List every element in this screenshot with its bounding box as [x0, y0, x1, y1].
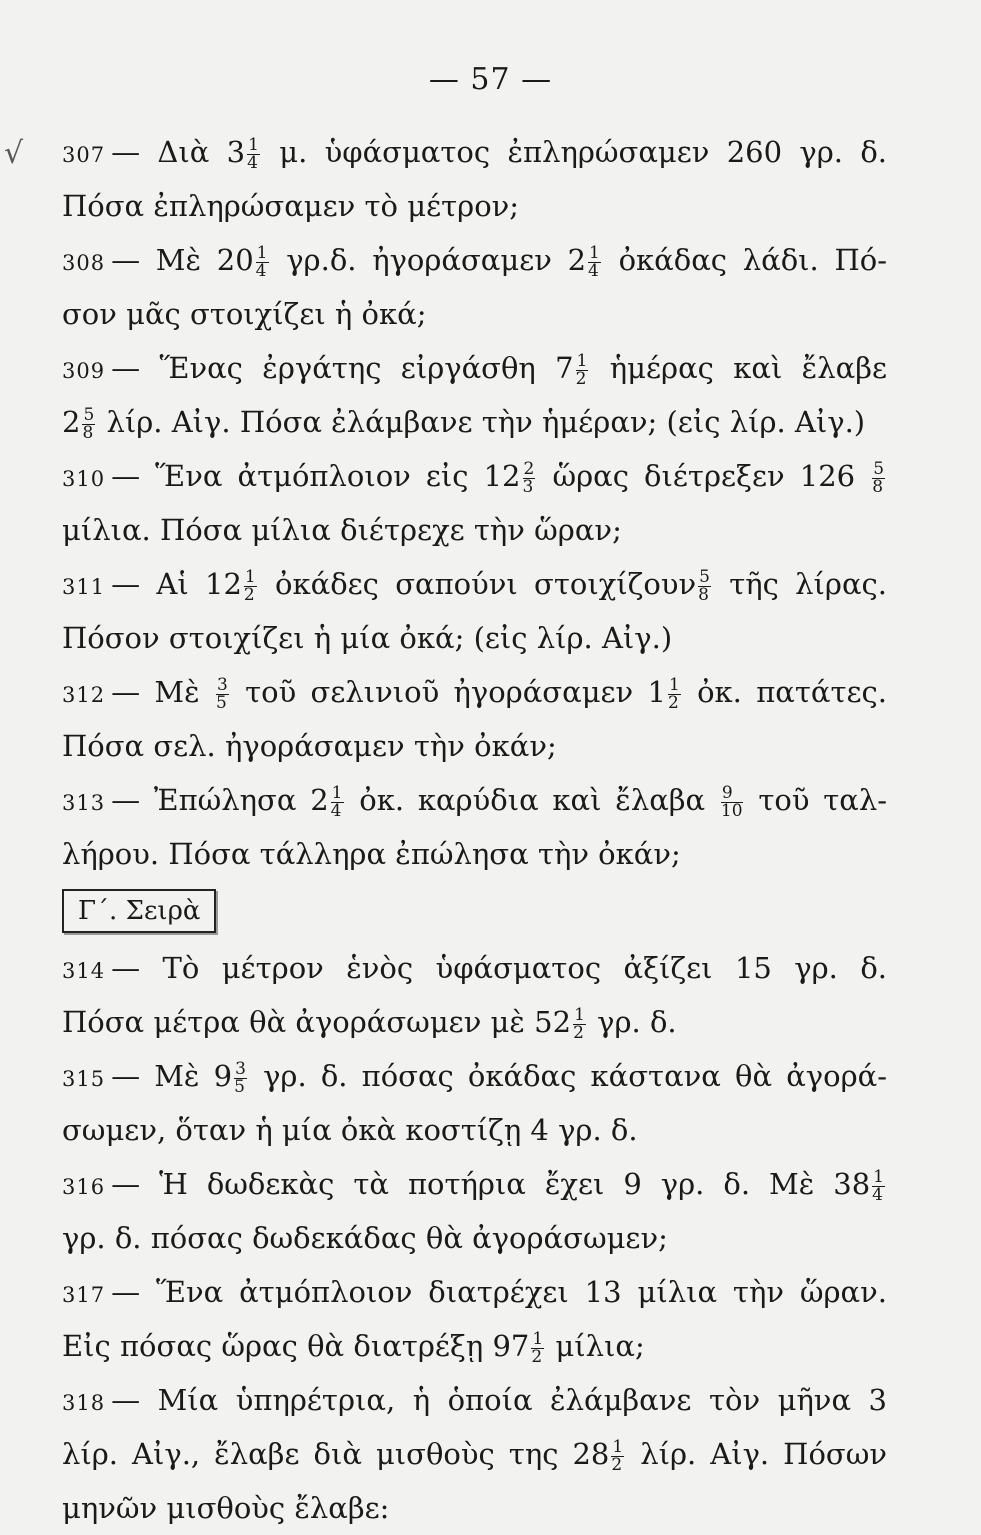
problem-number: 309 [62, 359, 106, 383]
fraction: $\frac{2}{3}$ [522, 458, 535, 497]
text: — Αἱ 12 [111, 567, 242, 601]
text: Πόσα μέτρα θὰ ἀγοράσωμεν μὲ 52 [62, 1005, 572, 1039]
text: ὀκ. πατάτες. [697, 675, 887, 709]
problem-311-line-1 [62, 557, 887, 611]
fraction: $\frac{3}{5}$ [234, 1058, 246, 1097]
fraction: $\frac{1}{4}$ [255, 242, 268, 281]
problem-number: 311 [62, 575, 106, 599]
problem-309-line-1 [62, 341, 887, 395]
text: λίρ. Αἰγ. Πόσων [640, 1437, 887, 1471]
text: — Ἕνα ἀτμόπλοιον διατρέχει 13 μίλια τὴν ὥραν. [111, 1275, 887, 1309]
fraction: $\frac{3}{5}$ [215, 674, 228, 713]
problem-318-line-3: μηνῶν μισθοὺς ἔλαβε: [62, 1491, 390, 1525]
text: — Μὲ [111, 675, 200, 709]
problem-308-line-1 [62, 233, 887, 287]
problem-number: 312 [62, 683, 106, 707]
problem-number: 314 [62, 959, 106, 983]
text: — Τὸ μέτρον ἑνὸς ὑφάσματος ἀξίζει 15 γρ. δ. [111, 951, 887, 985]
problem-number: 308 [62, 251, 106, 275]
text: ὥρας διέτρεξεν 126 [552, 459, 856, 493]
fraction: $\frac{1}{4}$ [247, 134, 259, 173]
text: — Ἕνα ἀτμόπλοιον εἰς 12 [111, 459, 521, 493]
text: — Ἕνας ἐργάτης εἰργάσθη 7 [111, 351, 574, 385]
problem-313-line-2: λήρου. Πόσα τάλληρα ἐπώλησα τὴν ὀκάν; [62, 837, 681, 871]
text: — Διὰ 3 [111, 135, 246, 169]
text: ἡμέρας καὶ ἔλαβε [609, 351, 887, 385]
text: γρ.δ. ἠγοράσαμεν 2 [286, 243, 587, 277]
problem-number: 315 [62, 1067, 106, 1091]
fraction: $\frac{1}{2}$ [611, 1436, 624, 1475]
problem-number: 318 [62, 1391, 106, 1415]
fraction: $\frac{1}{2}$ [573, 1004, 585, 1043]
fraction: $\frac{5}{8}$ [698, 566, 710, 605]
fraction: $\frac{1}{2}$ [243, 566, 256, 605]
problem-number: 310 [62, 467, 106, 491]
text: — Μὲ 9 [111, 1059, 233, 1093]
problem-308-line-2: σον μᾶς στοιχίζει ἡ ὀκά; [62, 297, 427, 331]
section-heading-row [62, 881, 887, 941]
problem-number: 307 [62, 143, 106, 167]
text: λίρ. Αἰγ., ἔλαβε διὰ μισθοὺς της 28 [62, 1437, 610, 1471]
fraction: $\frac{1}{4}$ [588, 242, 600, 281]
text: — Μὲ 20 [111, 243, 254, 277]
check-mark-icon: √ [4, 136, 24, 171]
problem-number: 317 [62, 1283, 106, 1307]
problem-310-line-2: μίλια. Πόσα μίλια διέτρεχε τὴν ὥραν; [62, 513, 622, 547]
text: γρ. δ. [597, 1005, 677, 1039]
text: τῆς λίρας. [729, 567, 888, 601]
text: μίλια; [555, 1329, 645, 1363]
problem-313-line-1 [62, 773, 887, 827]
text: γρ. δ. πόσας ὀκάδας κάστανα θὰ ἀγορά- [263, 1059, 888, 1093]
fraction: $\frac{9}{10}$ [720, 782, 743, 821]
problem-309-line-2 [62, 395, 887, 449]
problem-317-line-2 [62, 1319, 887, 1373]
problem-310-line-1 [62, 449, 887, 503]
text: τοῦ σελινιοῦ ἠγοράσαμεν 1 [245, 675, 666, 709]
problem-311-line-2: Πόσον στοιχίζει ἡ μία ὀκά; (εἰς λίρ. Αἰγ.) [62, 621, 673, 655]
problem-312-line-1 [62, 665, 887, 719]
problem-314-line-1 [62, 941, 887, 995]
text: τοῦ ταλ- [758, 783, 888, 817]
problem-307-line-2: Πόσα ἐπληρώσαμεν τὸ μέτρον; [62, 189, 520, 223]
text: μ. ὑφάσματος ἐπληρώσαμεν 260 γρ. δ. [279, 135, 887, 169]
text: ὀκάδας λάδι. Πό- [618, 243, 888, 277]
problem-317-line-1 [62, 1265, 887, 1319]
text: 2 [62, 405, 81, 439]
text: — Μία ὑπηρέτρια, ἡ ὁποία ἐλάμβανε τὸν μῆνα 3 [111, 1383, 887, 1417]
problem-number: 313 [62, 791, 106, 815]
fraction: $\frac{1}{2}$ [531, 1328, 544, 1367]
fraction: $\frac{5}{8}$ [82, 404, 95, 443]
page-number: — 57 — [428, 62, 553, 97]
problem-315-line-1 [62, 1049, 887, 1103]
problem-318-line-1 [62, 1373, 887, 1427]
fraction: $\frac{1}{2}$ [575, 350, 588, 389]
problem-312-line-2: Πόσα σελ. ἠγοράσαμεν τὴν ὀκάν; [62, 729, 557, 763]
fraction: $\frac{1}{2}$ [667, 674, 680, 713]
section-heading: Γ΄. Σειρὰ [62, 889, 216, 933]
text: ὀκάδες σαπούνι στοιχίζουν [275, 567, 697, 601]
text: Εἰς πόσας ὥρας θὰ διατρέξῃ 97 [62, 1329, 530, 1363]
problem-318-line-2 [62, 1427, 887, 1481]
problem-307-line-1 [4, 125, 887, 179]
fraction: $\frac{5}{8}$ [872, 458, 885, 497]
text: λίρ. Αἰγ. Πόσα ἐλάμβανε τὴν ἡμέραν; (εἰς λίρ. Αἰγ.) [106, 405, 866, 439]
text: — Ἡ δωδεκὰς τὰ ποτήρια ἔχει 9 γρ. δ. Μὲ 38 [111, 1167, 871, 1201]
problem-315-line-2: σωμεν, ὅταν ἡ μία ὀκὰ κοστίζῃ 4 γρ. δ. [62, 1113, 638, 1147]
problem-number: 316 [62, 1175, 106, 1199]
text: ὀκ. καρύδια καὶ ἔλαβα [359, 783, 706, 817]
fraction: $\frac{1}{4}$ [330, 782, 343, 821]
fraction: $\frac{1}{4}$ [872, 1166, 884, 1205]
problem-314-line-2 [62, 995, 887, 1049]
problem-316-line-1 [62, 1157, 887, 1211]
problem-316-line-2: γρ. δ. πόσας δωδεκάδας θὰ ἀγοράσωμεν; [62, 1221, 668, 1255]
text: — Ἐπώλησα 2 [111, 783, 329, 817]
exercise-list [4, 125, 888, 1535]
